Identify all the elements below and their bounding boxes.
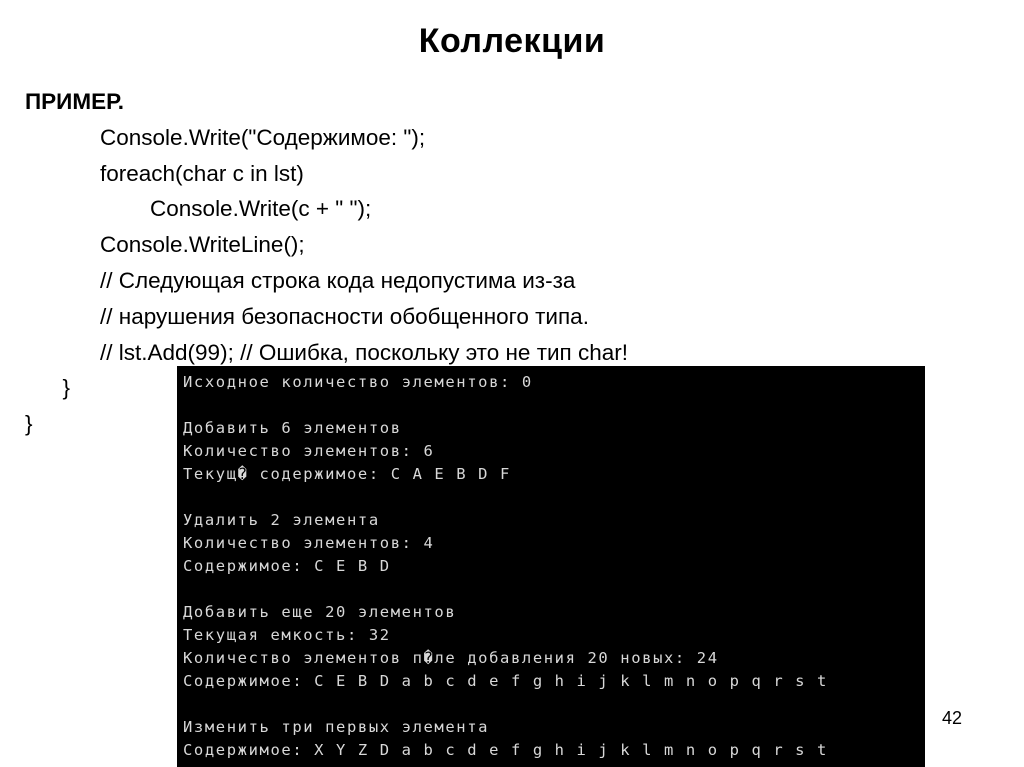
code-line: foreach(char c in lst) <box>25 160 304 186</box>
console-line: Количество элементов: 6 <box>183 442 435 460</box>
console-line: Содержимое: X Y Z D a b c d e f g h i j k l m n o p q r s t <box>183 741 828 759</box>
code-comment-line: // lst.Add(99); // Ошибка, поскольку это не тип char! <box>25 339 629 365</box>
console-line: Исходное количество элементов: 0 <box>183 373 533 391</box>
console-line: Содержимое: C E B D <box>183 557 391 575</box>
console-line: Добавить 6 элементов <box>183 419 402 437</box>
console-line: Количество элементов п�ле добавления 20 новых: 24 <box>183 649 719 667</box>
console-output-window <box>177 366 925 767</box>
console-line <box>183 486 828 509</box>
code-closing-brace: } <box>25 411 33 437</box>
console-line: Добавить еще 20 элементов <box>183 603 457 621</box>
console-line <box>183 578 828 601</box>
code-closing-brace: } <box>25 375 71 401</box>
console-line: Количество элементов: 4 <box>183 534 435 552</box>
code-comment-line: // нарушения безопасности обобщенного типа. <box>25 303 589 329</box>
code-line: Console.WriteLine(); <box>25 232 305 258</box>
code-comment-line: // Следующая строка кода недопустима из-за <box>25 267 576 293</box>
console-line: Текущ� содержимое: C A E B D F <box>183 465 511 483</box>
code-line: Console.Write(c + " "); <box>25 196 372 222</box>
console-line: Текущая емкость: 32 <box>183 626 391 644</box>
console-line <box>183 693 828 716</box>
console-line: Изменить три первых элемента <box>183 718 490 736</box>
console-line: Содержимое: C E B D a b c d e f g h i j k l m n o p q r s t <box>183 672 828 690</box>
console-output-text <box>183 371 828 762</box>
slide-title: Коллекции <box>418 22 606 60</box>
console-line <box>183 394 828 417</box>
console-line: Удалить 2 элемента <box>183 511 380 529</box>
page-number: 42 <box>942 708 963 728</box>
code-line: Console.Write("Содержимое: "); <box>25 124 426 150</box>
example-heading: ПРИМЕР. <box>25 89 124 114</box>
